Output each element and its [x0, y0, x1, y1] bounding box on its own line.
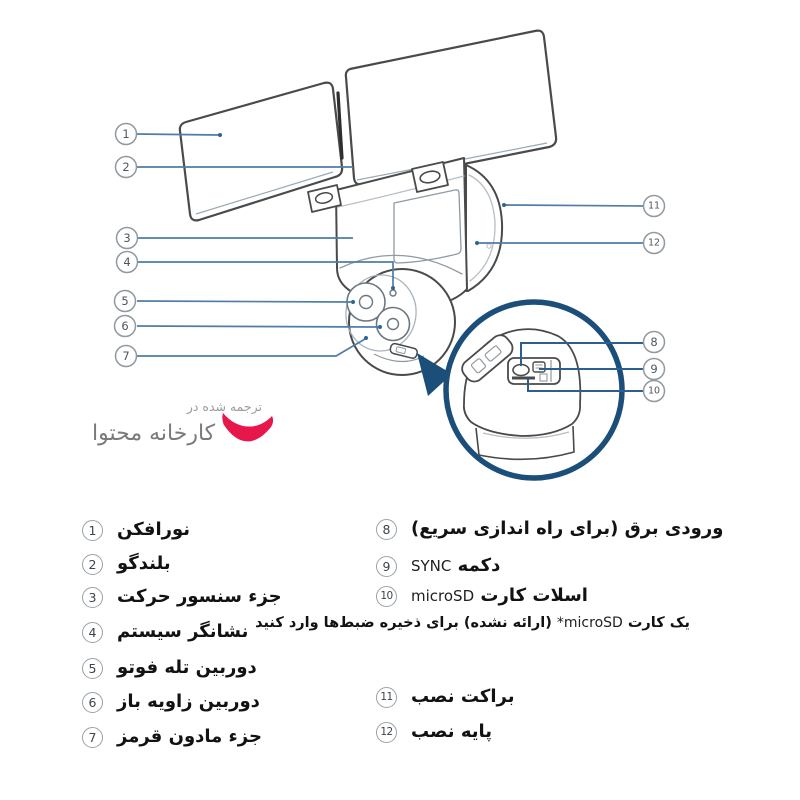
callout-9: [644, 359, 665, 380]
legend-label: براکت نصب: [411, 686, 515, 707]
svg-text:2: 2: [122, 160, 130, 174]
microsd-note: یک کارت microSD* (ارائه نشده) برای ذخیره ضبط‌ها وارد کنید: [255, 615, 690, 631]
circled-number: 7: [82, 727, 103, 748]
callout-5: [115, 291, 136, 312]
svg-text:11: 11: [647, 200, 661, 212]
callout-8: [644, 332, 665, 353]
legend-label: جزء سنسور حرکت: [117, 586, 282, 607]
power-port-icon: [513, 365, 529, 376]
svg-text:8: 8: [650, 335, 658, 349]
sync-button-icon: [533, 362, 545, 372]
circled-number: 12: [376, 722, 397, 743]
callout-1: [116, 124, 137, 145]
legend-label: دوربین زاویه باز: [117, 691, 260, 712]
legend-item-10: [376, 583, 588, 609]
legend-label: اسلات کارت microSD: [411, 585, 588, 606]
svg-text:12: 12: [647, 237, 661, 249]
circled-number: 3: [82, 587, 103, 608]
legend-item-12: [376, 719, 492, 745]
legend-item-7: [82, 724, 262, 750]
legend-label: دکمه SYNC: [411, 555, 501, 576]
svg-text:10: 10: [647, 385, 661, 397]
circled-number: 2: [82, 554, 103, 575]
mount-bracket-art: [466, 165, 502, 291]
content-factory-brand: کارخانه محتوا: [92, 421, 216, 446]
svg-text:4: 4: [123, 255, 131, 269]
legend-item-2: [82, 551, 171, 577]
svg-text:6: 6: [121, 319, 129, 333]
circled-number: 11: [376, 687, 397, 708]
svg-text:5: 5: [121, 294, 129, 308]
callout-7: [116, 346, 137, 367]
legend-item-1: [82, 517, 190, 543]
translation-tagline: ترجمه شده در: [186, 399, 262, 414]
callout-6: [115, 316, 136, 337]
camera-head-art: [341, 269, 455, 375]
svg-text:9: 9: [650, 362, 658, 376]
circled-number: 5: [82, 658, 103, 679]
svg-text:7: 7: [122, 349, 130, 363]
circled-number: 10: [376, 586, 397, 607]
circled-number: 1: [82, 520, 103, 541]
status-led-icon: [390, 290, 396, 296]
legend-label: پایه نصب: [411, 721, 493, 742]
content-factory-logo-icon: [219, 408, 277, 454]
legend-label: بلندگو: [117, 553, 171, 574]
ports-inset: [446, 302, 643, 478]
legend-label: دوربین تله فوتو: [117, 657, 257, 678]
legend-item-8: [376, 516, 723, 542]
circled-number: 6: [82, 692, 103, 713]
svg-text:3: 3: [123, 231, 131, 245]
svg-text:1: 1: [122, 127, 130, 141]
callout-12: [644, 233, 665, 254]
legend-item-11: [376, 684, 514, 710]
circled-number: 4: [82, 622, 103, 643]
legend-item-4: [82, 619, 248, 645]
callout-10: [644, 381, 665, 402]
legend-item-3: [82, 584, 282, 610]
callout-11: [644, 196, 665, 217]
callout-2: [116, 157, 137, 178]
wide-angle-lens-icon: [377, 308, 410, 341]
legend-label: نشانگر سیستم: [117, 621, 249, 642]
circled-number: 8: [376, 519, 397, 540]
callout-4: [117, 252, 138, 273]
legend-label: ورودی برق (برای راه اندازی سریع): [411, 518, 724, 539]
legend-item-9: [376, 553, 500, 579]
legend-item-6: [82, 689, 260, 715]
legend-item-5: [82, 655, 257, 681]
callout-3: [117, 228, 138, 249]
legend-label: نورافکن: [117, 519, 191, 540]
legend-label: جزء مادون قرمز: [117, 726, 262, 747]
circled-number: 9: [376, 556, 397, 577]
